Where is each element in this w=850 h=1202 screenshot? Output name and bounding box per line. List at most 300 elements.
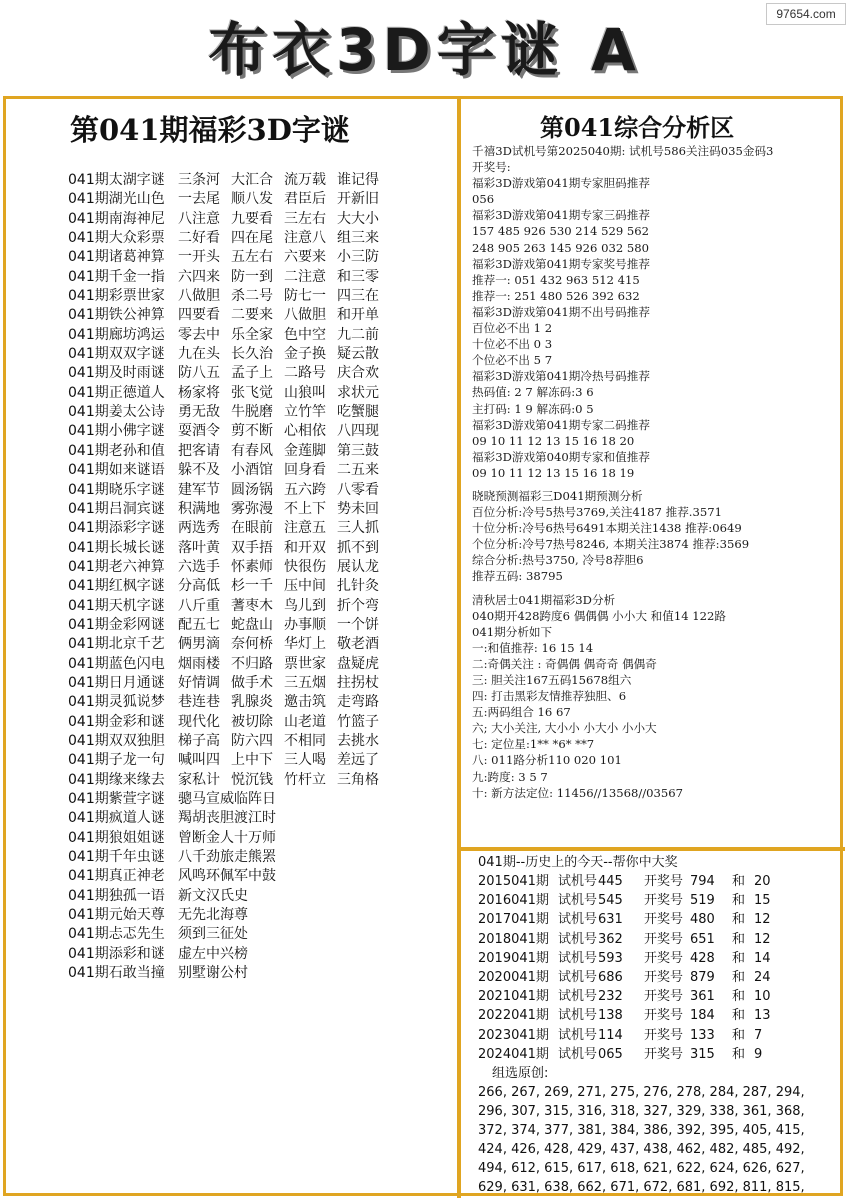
riddle-name: 041期金彩和谜 [68,713,165,730]
riddle-answer: 九二前 [337,326,379,343]
history-cell: 试机号 [558,1027,598,1043]
history-cell: 2020041期 [478,969,549,985]
riddle-row [68,364,390,383]
riddle-name: 041期廊坊鸿运 [68,326,165,343]
riddle-answer: 别墅谢公村 [178,965,248,982]
riddle-name: 041期姜太公诗 [68,404,165,421]
history-cell: 开奖号 [644,931,684,947]
riddle-answer: 组三来 [337,230,379,247]
riddle-answer: 竹杆立 [284,771,326,788]
combo-label: 组选原创: [492,1065,549,1081]
riddle-answer: 一开头 [178,249,220,266]
history-row [478,1026,838,1045]
riddle-row [68,190,390,209]
analysis-line: 福彩3D游戏第041期专家三码推荐 [472,208,650,223]
riddle-name: 041期南海神尼 [68,210,165,227]
riddle-answer: 杉一千 [231,578,273,595]
history-cell: 651 [690,931,715,947]
riddle-name: 041期缘来缘去 [68,771,165,788]
riddle-answer: 四三在 [337,288,379,305]
analysis-line: 福彩3D游戏第041期专家奖号推荐 [472,256,650,271]
riddle-name: 041期长城长谜 [68,539,165,556]
riddle-answer: 新文汉氏史 [178,887,248,904]
history-cell: 065 [598,1046,623,1062]
riddle-answer: 须到三征处 [178,926,248,943]
history-cell: 试机号 [558,1046,598,1062]
riddle-row [68,867,390,886]
riddle-answer: 回身看 [284,462,326,479]
riddle-answer: 躲不及 [178,462,220,479]
riddle-answer: 八做胆 [284,307,326,324]
riddle-name: 041期狼姐姐谜 [68,829,165,846]
riddle-answer: 拄拐杖 [337,674,379,691]
history-cell: 545 [598,893,623,909]
riddle-name: 041期小佛字谜 [68,423,165,440]
history-cell: 试机号 [558,969,598,985]
analysis-line: 千禧3D试机号第2025040期: 试机号586关注码035金码3 [472,144,774,158]
riddle-name: 041期元始天尊 [68,907,165,924]
riddle-answer: 不相同 [284,732,326,749]
riddle-answer: 二五来 [337,462,379,479]
riddle-answer: 注意五 [284,520,326,537]
riddle-row [68,577,390,596]
history-panel [478,853,838,1197]
riddle-name: 041期晓乐字谜 [68,481,165,498]
riddle-answer: 做手术 [231,674,273,691]
riddle-name: 041期太湖字谜 [68,172,165,188]
combo-line: 296, 307, 315, 316, 318, 327, 329, 338, 361, 368, [478,1103,805,1119]
analysis-line: 福彩3D游戏第040期专家和值推荐 [472,449,650,464]
analysis-line: 福彩3D游戏第041期专家胆码推荐 [472,176,650,191]
history-cell: 和 [732,1027,746,1043]
section-divider [459,847,845,851]
riddle-answer: 喊叫四 [178,752,220,769]
history-cell: 7 [754,1027,763,1043]
riddle-answer: 长久治 [231,346,273,363]
riddle-answer: 八注意 [178,210,220,227]
riddle-name: 041期湖光山色 [68,191,165,208]
riddle-name: 041期双双独胆 [68,732,165,749]
riddle-answer: 在眼前 [231,520,273,537]
history-cell: 24 [754,969,771,985]
history-cell: 686 [598,969,623,985]
riddle-row [68,229,390,248]
riddle-answer: 蓍枣木 [231,597,273,614]
analysis-panel [472,143,847,801]
riddle-answer: 巷连巷 [178,694,220,711]
history-cell: 445 [598,874,623,889]
history-cell: 879 [690,969,715,985]
riddle-row [68,945,390,964]
riddle-name: 041期双双字谜 [68,346,165,363]
riddle-row [68,829,390,848]
analysis-line: 综合分析:热号3750, 冷号8荐胆6 [472,553,644,568]
history-cell: 2022041期 [478,1008,549,1024]
riddle-answer: 疑云散 [337,346,379,363]
history-cell: 试机号 [558,893,598,909]
history-row [478,968,838,987]
combo-line: 494, 612, 615, 617, 618, 621, 622, 624, 626, 627, [478,1160,805,1176]
analysis-line: 四: 打击黑彩友情推荐独胆、6 [472,689,627,704]
analysis-line: 热码值: 2 7 解冻码:3 6 [472,385,594,400]
riddle-name: 041期老六神算 [68,558,165,575]
analysis-line: 晓晓预测福彩三D041期预测分析 [472,488,643,503]
riddle-answer: 四在尾 [231,230,273,247]
riddle-row [68,442,390,461]
riddle-row [68,481,390,500]
riddle-answer: 家私计 [178,771,220,788]
history-cell: 9 [754,1046,763,1062]
riddle-answer: 九在头 [178,346,220,363]
riddle-answer: 防一到 [231,268,273,285]
analysis-line: 248 905 263 145 926 032 580 [472,240,650,255]
analysis-line: 一:和值推荐: 16 15 14 [472,640,594,655]
riddle-row [68,558,390,577]
analysis-line: 开奖号: [472,160,511,175]
riddle-answer: 开新旧 [337,191,379,208]
history-cell: 519 [690,893,715,909]
history-cell: 12 [754,912,771,928]
history-cell: 和 [732,893,746,909]
analysis-line: 056 [472,192,495,207]
riddle-row [68,674,390,693]
riddle-answer: 八千劲旅走熊罴 [178,849,276,866]
history-cell: 428 [690,950,715,966]
riddle-answer: 快很伤 [284,558,326,575]
analysis-line: 推荐五码: 38795 [472,569,563,584]
riddle-row [68,887,390,906]
riddle-name: 041期独孤一语 [68,887,165,904]
analysis-line: 福彩3D游戏第041期专家二码推荐 [472,417,650,432]
riddle-name: 041期紫萱字谜 [68,791,165,807]
history-cell: 2017041期 [478,912,549,928]
riddle-answer: 金莲脚 [284,442,326,459]
history-cell: 开奖号 [644,912,684,928]
riddle-answer: 勇无敌 [178,404,220,421]
riddle-row [68,500,390,519]
riddle-answer: 顺八发 [231,191,273,208]
riddle-name: 041期北京千艺 [68,636,165,653]
riddle-answer: 梯子高 [178,732,220,749]
history-cell: 试机号 [558,912,598,928]
riddle-answer: 走弯路 [337,694,379,711]
history-cell: 2021041期 [478,989,549,1005]
history-cell: 138 [598,1008,623,1024]
riddle-name: 041期真正神老 [68,868,165,885]
analysis-line: 清秋居士041期福彩3D分析 [472,592,616,607]
riddle-row [68,384,390,403]
riddle-row [68,732,390,751]
riddle-answer: 八做胆 [178,288,220,305]
riddle-answer: 和三零 [337,268,379,285]
history-cell: 114 [598,1027,623,1043]
riddle-answer: 虚左中兴榜 [178,945,248,962]
history-cell: 试机号 [558,950,598,966]
riddle-name: 041期彩票世家 [68,288,165,305]
riddle-answer: 竹篮子 [337,713,379,730]
riddle-list [68,171,390,983]
riddle-section-title: 第041期福彩3D字谜 [70,113,350,147]
riddle-answer: 防六四 [231,732,273,749]
riddle-answer: 六要来 [284,249,326,266]
analysis-line: 041期分析如下 [472,624,553,639]
riddle-row [68,693,390,712]
history-cell: 631 [598,912,623,928]
analysis-line: 三: 胆关注167五码15678组六 [472,673,632,687]
riddle-answer: 立竹竿 [284,404,326,421]
analysis-line: 十: 新方法定位: 11456//13568//03567 [472,785,684,800]
riddle-row [68,635,390,654]
riddle-answer: 雾弥漫 [231,500,273,517]
riddle-row [68,326,390,345]
analysis-line: 五:两码组合 16 67 [472,705,571,720]
riddle-answer: 分高低 [178,578,220,595]
riddle-answer: 风鸣环佩军中鼓 [178,868,276,885]
riddle-answer: 杨家将 [178,384,220,401]
riddle-row [68,925,390,944]
analysis-line: 09 10 11 12 13 15 16 18 20 [472,433,635,448]
riddle-answer: 求状元 [337,384,379,401]
riddle-answer: 山老道 [284,713,326,730]
riddle-name: 041期诸葛神算 [68,249,165,266]
riddle-answer: 三人喝 [284,752,326,769]
riddle-answer: 耍酒令 [178,423,220,440]
riddle-answer: 谁记得 [337,172,379,188]
riddle-answer: 烟雨楼 [178,655,220,672]
riddle-answer: 色中空 [284,326,326,343]
riddle-answer: 华灯上 [284,636,326,653]
analysis-line: 六; 大小关注, 大小小 小大小 小小大 [472,721,657,736]
riddle-answer: 抓不到 [337,539,379,556]
site-watermark: 97654.com [766,3,846,25]
history-title: 041期--历史上的今天--帮你中大奖 [478,855,678,870]
riddle-answer: 金子换 [284,346,326,363]
riddle-answer: 流万载 [284,172,326,188]
riddle-answer: 心相依 [284,423,326,440]
riddle-name: 041期石敢当撞 [68,965,165,982]
riddle-answer: 小三防 [337,249,379,266]
history-cell: 794 [690,874,715,889]
riddle-answer: 小酒馆 [231,462,273,479]
history-cell: 开奖号 [644,1046,684,1062]
riddle-answer: 五六跨 [284,481,326,498]
riddle-answer: 九要看 [231,210,273,227]
riddle-answer: 牛脱磨 [231,404,273,421]
banner-title: 布衣3D字谜 A [208,16,642,84]
riddle-name: 041期金彩网谜 [68,616,165,633]
riddle-name: 041期添彩和谜 [68,945,165,962]
riddle-answer: 羯胡丧胆渡江时 [178,810,276,827]
riddle-answer: 乳腺炎 [231,694,273,711]
riddle-row [68,655,390,674]
riddle-answer: 杀二号 [231,288,273,305]
riddle-answer: 蛇盘山 [231,616,273,633]
riddle-answer: 三左右 [284,210,326,227]
riddle-answer: 庆合欢 [337,365,379,382]
riddle-answer: 第三鼓 [337,442,379,459]
riddle-answer: 两选秀 [178,520,220,537]
riddle-answer: 骢马宣威临阵日 [178,791,276,807]
history-cell: 2016041期 [478,893,549,909]
history-cell: 和 [732,969,746,985]
riddle-name: 041期正德道人 [68,384,165,401]
riddle-answer: 好情调 [178,674,220,691]
riddle-answer: 办事顺 [284,616,326,633]
riddle-answer: 无先北海尊 [178,907,248,924]
riddle-answer: 邀击筑 [284,694,326,711]
history-cell: 362 [598,931,623,947]
history-cell: 480 [690,912,715,928]
history-cell: 开奖号 [644,893,684,909]
riddle-answer: 不归路 [231,655,273,672]
riddle-answer: 三角格 [337,771,379,788]
riddle-answer: 现代化 [178,713,220,730]
riddle-answer: 落叶黄 [178,539,220,556]
history-cell: 开奖号 [644,950,684,966]
riddle-row [68,539,390,558]
riddle-answer: 压中间 [284,578,326,595]
history-cell: 593 [598,950,623,966]
riddle-row [68,809,390,828]
history-cell: 和 [732,874,746,889]
analysis-line: 个位必不出 5 7 [472,353,553,368]
riddle-name: 041期吕洞宾谜 [68,500,165,517]
analysis-line: 八: 011路分析110 020 101 [472,753,622,768]
analysis-line: 推荐一: 051 432 963 512 415 [472,272,640,287]
column-divider [457,96,461,1198]
history-cell: 和 [732,1008,746,1024]
history-cell: 试机号 [558,874,598,889]
riddle-answer: 和开单 [337,307,379,324]
history-cell: 20 [754,874,771,889]
riddle-row [68,906,390,925]
history-cell: 开奖号 [644,989,684,1005]
riddle-answer: 鸟儿到 [284,597,326,614]
history-cell: 开奖号 [644,1008,684,1024]
riddle-answer: 君臣后 [284,191,326,208]
riddle-answer: 三五烟 [284,674,326,691]
riddle-answer: 配五七 [178,616,220,633]
analysis-line: 百位分析:冷号5热号3769,关注4187 推荐.3571 [472,505,722,520]
riddle-answer: 圆汤锅 [231,481,273,498]
riddle-row [68,287,390,306]
history-cell: 和 [732,1046,746,1062]
riddle-answer: 乐全家 [231,326,273,343]
riddle-answer: 不上下 [284,500,326,517]
riddle-name: 041期老孙和值 [68,442,165,459]
riddle-answer: 三人抓 [337,520,379,537]
riddle-answer: 一个饼 [337,616,379,633]
riddle-row [68,248,390,267]
analysis-line [472,481,847,488]
riddle-answer: 扎针灸 [337,578,379,595]
riddle-answer: 剪不断 [231,423,273,440]
riddle-name: 041期如来谜语 [68,462,165,479]
history-row [478,1045,838,1064]
riddle-name: 041期疯道人谜 [68,810,165,827]
history-cell: 14 [754,950,771,966]
riddle-answer: 把客请 [178,442,220,459]
history-cell: 开奖号 [644,874,684,889]
riddle-row [68,790,390,809]
history-cell: 232 [598,989,623,1005]
riddle-name: 041期子龙一句 [68,752,165,769]
riddle-name: 041期日月通谜 [68,674,165,691]
analysis-line: 福彩3D游戏第041期不出号码推荐 [472,304,650,319]
analysis-line: 十位必不出 0 3 [472,337,553,352]
history-cell: 133 [690,1027,715,1043]
history-cell: 试机号 [558,931,598,947]
history-cell: 试机号 [558,1008,598,1024]
combo-list [478,1083,838,1197]
riddle-answer: 张飞觉 [231,384,273,401]
riddle-row [68,403,390,422]
riddle-answer: 曾断金人十万师 [178,829,276,846]
riddle-row [68,713,390,732]
combo-line: 629, 631, 638, 662, 671, 672, 681, 692, 811, 815, [478,1179,805,1195]
analysis-line: 157 485 926 530 214 529 562 [472,224,650,239]
analysis-section-title: 第041综合分析区 [540,113,735,142]
analysis-line: 个位分析:冷号7热号8246, 本期关注3874 推荐:3569 [472,537,750,552]
analysis-line: 主打码: 1 9 解冻码:0 5 [472,401,594,416]
riddle-row [68,422,390,441]
history-cell: 试机号 [558,989,598,1005]
history-row [478,930,838,949]
riddle-row [68,461,390,480]
history-cell: 315 [690,1046,715,1062]
riddle-answer: 八四现 [337,423,379,440]
analysis-line: 040期开428跨度6 偶偶偶 小小大 和值14 122路 [472,608,726,623]
riddle-name: 041期蓝色闪电 [68,655,165,672]
riddle-row [68,171,390,190]
riddle-answer: 大大小 [337,210,379,227]
history-cell: 10 [754,989,771,1005]
riddle-row [68,519,390,538]
riddle-name: 041期千金一指 [68,268,165,285]
history-table [478,872,838,1064]
analysis-line: 九:跨度: 3 5 7 [472,769,548,784]
history-cell: 2023041期 [478,1027,549,1043]
history-cell: 和 [732,912,746,928]
history-row [478,910,838,929]
history-cell: 13 [754,1008,771,1024]
riddle-answer: 吃蟹腿 [337,404,379,421]
history-cell: 361 [690,989,715,1005]
history-cell: 2015041期 [478,874,549,889]
riddle-name: 041期天机字谜 [68,597,165,614]
history-cell: 开奖号 [644,969,684,985]
riddle-answer: 建军节 [178,481,220,498]
riddle-row [68,306,390,325]
riddle-answer: 双手捂 [231,539,273,556]
riddle-answer: 五左右 [231,249,273,266]
riddle-answer: 去挑水 [337,732,379,749]
combo-line: 424, 426, 428, 429, 437, 438, 462, 482, 485, 492, [478,1141,805,1157]
riddle-answer: 积满地 [178,500,220,517]
history-cell: 12 [754,931,771,947]
riddle-name: 041期千年虫谜 [68,849,165,866]
riddle-answer: 和开双 [284,539,326,556]
riddle-answer: 八零看 [337,481,379,498]
riddle-answer: 二路号 [284,365,326,382]
riddle-row [68,597,390,616]
riddle-answer: 二要来 [231,307,273,324]
riddle-answer: 山狼叫 [284,384,326,401]
riddle-answer: 有春风 [231,442,273,459]
analysis-line: 二:奇偶关注 : 奇偶偶 偶奇奇 偶偶奇 [472,656,657,671]
riddle-name: 041期及时雨谜 [68,365,165,382]
riddle-answer: 八斤重 [178,597,220,614]
